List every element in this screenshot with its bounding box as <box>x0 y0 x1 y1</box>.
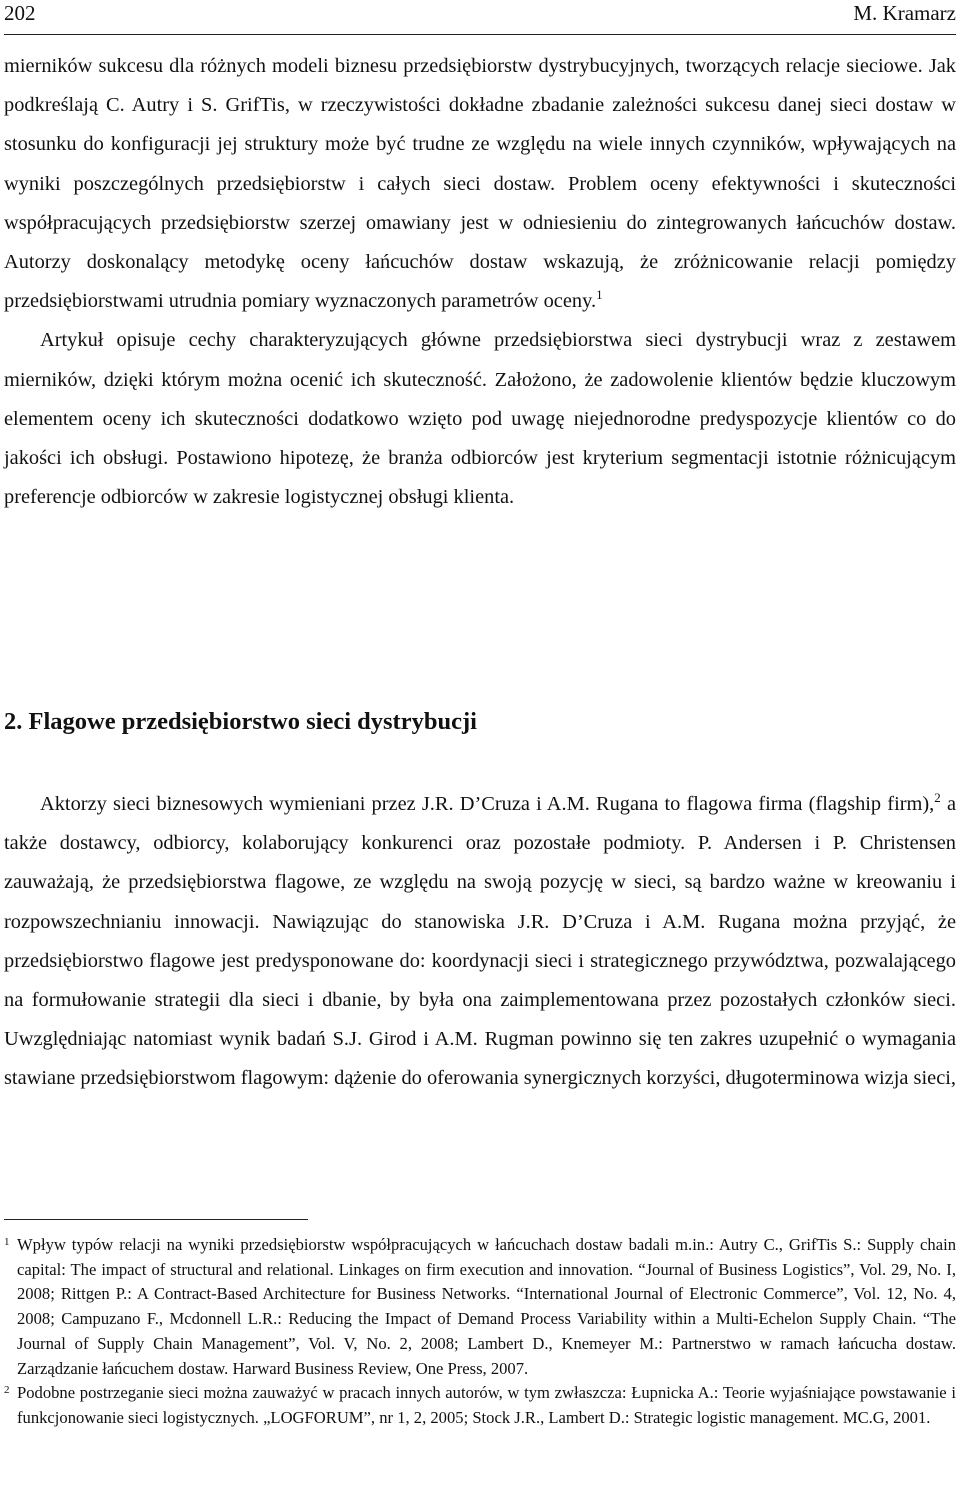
body-text-block-2 <box>4 785 956 1099</box>
footnote-text: Wpływ typów relacji na wyniki przedsiębiorstw współpracujących w łańcuchach dostaw badali m.in.: Autry C., GrifTis S.: Supply chain capital: The impact of structural and relational. Linkages on firm execution and innovation. “Journal of Business Logistics”, Vol. 29, No. I, 2008; Rittgen P.: A Contract-Based Architecture for Business Networks. “International Journal of Electronic Commerce”, Vol. 12, No. 4, 2008; Campuzano F., Mcdonnell L.R.: Reducing the Impact of Demand Process Variability within a Multi-Echelon Supply Chain. “The Journal of Supply Chain Management”, Vol. V, No. 2, 2008; Lambert D., Knemeyer M.: Partnerstwo w ramach łańcucha dostaw. Zarządzanie łańcuchem dostaw. Harward Business Review, One Press, 2007. <box>17 1235 956 1378</box>
footnote-number: 2 <box>4 1384 10 1397</box>
footnote-1 <box>4 1233 956 1381</box>
footnote-text: Podobne postrzeganie sieci można zauważyć w pracach innych autorów, w tym zwłaszcza: Łupnicka A.: Teorie wyjaśniające powstawanie i funkcjonowanie sieci logistycznych. „LOGFORUM”, nr 1, 2, 2005; Stock J.R., Lambert D.: Strategic logistic management. MC.G, 2001. <box>17 1383 956 1427</box>
header-rule <box>4 34 956 35</box>
paragraph-3 <box>4 785 956 1099</box>
footnote-separator <box>4 1219 308 1220</box>
paragraph-1 <box>4 47 956 321</box>
page-header <box>4 0 956 34</box>
paragraph-1-text: mierników sukcesu dla różnych modeli biznesu przedsiębiorstw dystrybucyjnych, tworzących relacje sieciowe. Jak podkreślają C. Autry i S. GrifTis, w rzeczywistości dokładne zbadanie zależności sukcesu danej sieci dostaw w stosunku do konfiguracji jej struktury może być trudne ze względu na wiele innych czynników, wpływających na wyniki poszczególnych przedsiębiorstw i całych sieci dostaw. Problem oceny efektywności i skuteczności współpracujących przedsiębiorstw szerzej omawiany jest w odniesieniu do zintegrowanych łańcuchów dostaw. Autorzy doskonalący metodykę oceny łańcuchów dostaw wskazują, że zróżnicowanie relacji pomiędzy przedsiębiorstwami utrudnia pomiary wyznaczonych parametrów oceny. <box>4 55 956 313</box>
paragraph-3-text-end: a także dostawcy, odbiorcy, kolaborujący konkurenci oraz pozostałe podmioty. P. Andersen i P. Christensen zauważają, że przedsiębiorstwa flagowe, ze względu na swoją pozycję w sieci, są bardzo ważne w kreowaniu i rozpowszechnianiu innowacji. Nawiązując do stanowiska J.R. D’Cruza i A.M. Rugana można przyjąć, że przedsiębiorstwo flagowe jest predysponowane do: koordynacji sieci i strategicznego przywództwa, pozwalającego na formułowanie strategii dla sieci i dbanie, by była ona zaimplementowana przez pozostałych członków sieci. Uwzględniając natomiast wynik badań S.J. Girod i A.M. Rugman powinno się ten zakres uzupełnić o wymagania stawiane przedsiębiorstwom flagowym: dążenie do oferowania synergicznych korzyści, długoterminowa wizja sieci, <box>4 793 957 1090</box>
body-text-block-1 <box>4 47 956 517</box>
paragraph-2: Artykuł opisuje cechy charakteryzujących główne przedsiębiorstwa sieci dystrybucji wraz z zestawem mierników, dzięki którym można ocenić ich skuteczność. Założono, że zadowolenie klientów będzie kluczowym elementem oceny ich skuteczności dodatkowo wzięto pod uwagę niejednorodne predyspozycje klientów co do jakości ich obsługi. Postawiono hipotezę, że branża odbiorców jest kryterium segmentacji istotnie różnicującym preferencje odbiorców w zakresie logistycznej obsługi klienta. <box>4 329 956 509</box>
footnote-ref-1[interactable]: 1 <box>596 287 603 303</box>
page-number: 202 <box>4 1 36 25</box>
footnote-ref-2[interactable]: 2 <box>934 790 941 805</box>
paragraph-3-text-start: Aktorzy sieci biznesowych wymieniani przez J.R. D’Cruza i A.M. Rugana to flagowa firma (flagship firm), <box>40 793 935 815</box>
running-head-author: M. Kramarz <box>853 1 956 25</box>
footnotes <box>4 1233 956 1431</box>
section-heading: 2. Flagowe przedsiębiorstwo sieci dystrybucji <box>4 708 477 735</box>
footnote-number: 1 <box>4 1236 10 1248</box>
footnote-2 <box>4 1381 956 1430</box>
